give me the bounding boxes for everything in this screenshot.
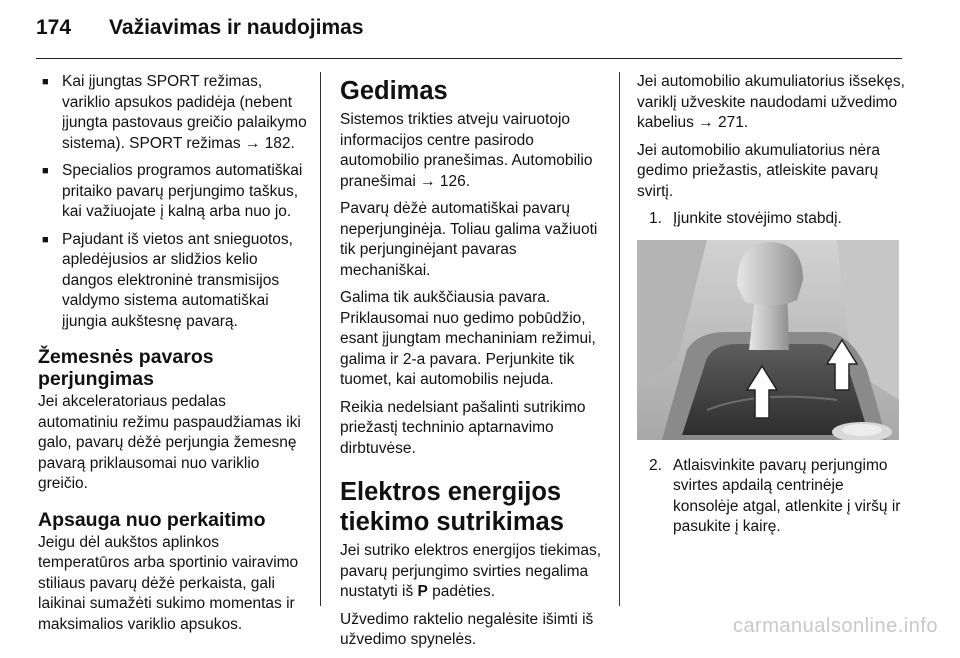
text-run: padėties. (427, 583, 496, 600)
bullet-text: Kai įjungtas SPORT režimas, variklio apsukos padidėja (nebent įjungta pastovaus greičio palaikymo sistema). SPORT režimas → 182. (62, 73, 307, 152)
step-number: 1. (649, 210, 662, 227)
step-number: 2. (649, 456, 662, 474)
step-text: Įjunkite stovėjimo stabdį. (673, 210, 842, 227)
text-run: Jei sutriko elektros energijos tiekimas, pavarų perjungimo svirties negalima nustatyti iš (340, 542, 602, 600)
gear-lever-image (637, 240, 899, 440)
column-3 (637, 72, 905, 544)
paragraph: Galima tik aukščiausia pavara. Priklausomai nuo gedimo pobūdžio, esant įjungtam mechaniniam režimui, galima ir 2-a pavara. Perjunkite tik tuomet, kai automobilis nejuda. (340, 289, 596, 388)
paragraph: Pavarų dėžė automatiškai pavarų neperjunginėja. Toliau galima važiuoti tik perjunginėjant pavaras mechaniškai. (340, 200, 598, 279)
bullet-item (38, 72, 308, 154)
column-2 (340, 72, 605, 658)
gear-lever-illustration (637, 240, 899, 440)
column-divider-2 (619, 72, 620, 606)
step-text: Atlaisvinkite pavarų perjungimo svirtes apdailą centrinėje konsolėje atgal, atlenkite į viršų ir pasukite į kairę. (673, 456, 901, 535)
bullet-item (38, 161, 308, 223)
section-text: Jei akceleratoriaus pedalas automatiniu režimu paspaudžiamas iki galo, pavarų dėžė perjungia žemesnę pavarą priklausomai nuo variklio greičio. (38, 393, 301, 492)
bullet-square-icon: ■ (42, 76, 49, 88)
section-heading: Apsauga nuo perkaitimo (38, 508, 266, 531)
paragraph: Sistemos trikties atveju vairuotojo informacijos centre pasirodo automobilio pranešimas. Automobilio pranešimai → 126. (340, 111, 593, 190)
bullet-item (38, 230, 308, 333)
step-item (637, 456, 905, 538)
column-1 (38, 72, 308, 642)
bullet-text: Specialios programos automatiškai pritaiko pavarų perjungimo taškus, kai važiuojate į kalną arba nuo jo. (62, 162, 303, 220)
section-heading: Žemesnės pavaros perjungimas (38, 346, 214, 390)
bullet-text: Pajudant iš vietos ant snieguotos, apledėjusios ar slidžios kelio dangos elektroninė transmisijos valdymo sistema automatiškai įjungia aukštesnę pavarą. (62, 230, 293, 330)
watermark: carmanualsonline.info (732, 615, 938, 637)
paragraph (340, 541, 605, 603)
page-number: 174 (36, 16, 72, 39)
column-divider-1 (320, 72, 321, 606)
gear-position-p: P (417, 583, 428, 600)
elektros-heading: Elektros energijos tiekimo sutrikimas (340, 478, 564, 536)
gedimas-heading: Gedimas (340, 77, 448, 105)
bullet-square-icon: ■ (42, 165, 49, 177)
step-item (637, 209, 905, 230)
bullet-square-icon: ■ (42, 233, 49, 246)
paragraph: Reikia nedelsiant pašalinti sutrikimo priežastį techninio aptarnavimo dirbtuvėse. (340, 398, 586, 457)
header-rule (36, 58, 902, 59)
paragraph: Jei automobilio akumuliatorius nėra gedimo priežastis, atleiskite pavarų svirtį. (637, 141, 880, 200)
section-text: Jeigu dėl aukštos aplinkos temperatūros arba sportinio vairavimo stiliaus pavarų dėžė perkaista, gali laikinai sumažėti sukimo momentas ir maksimalios variklio apsukos. (38, 533, 299, 633)
page-title: Važiavimas ir naudojimas (109, 16, 364, 39)
paragraph: Užvedimo raktelio negalėsite išimti iš užvedimo spynelės. (340, 610, 594, 648)
paragraph: Jei automobilio akumuliatorius išsekęs, variklį užveskite naudodami užvedimo kabelius → 271. (637, 73, 905, 131)
page-header (36, 16, 364, 48)
